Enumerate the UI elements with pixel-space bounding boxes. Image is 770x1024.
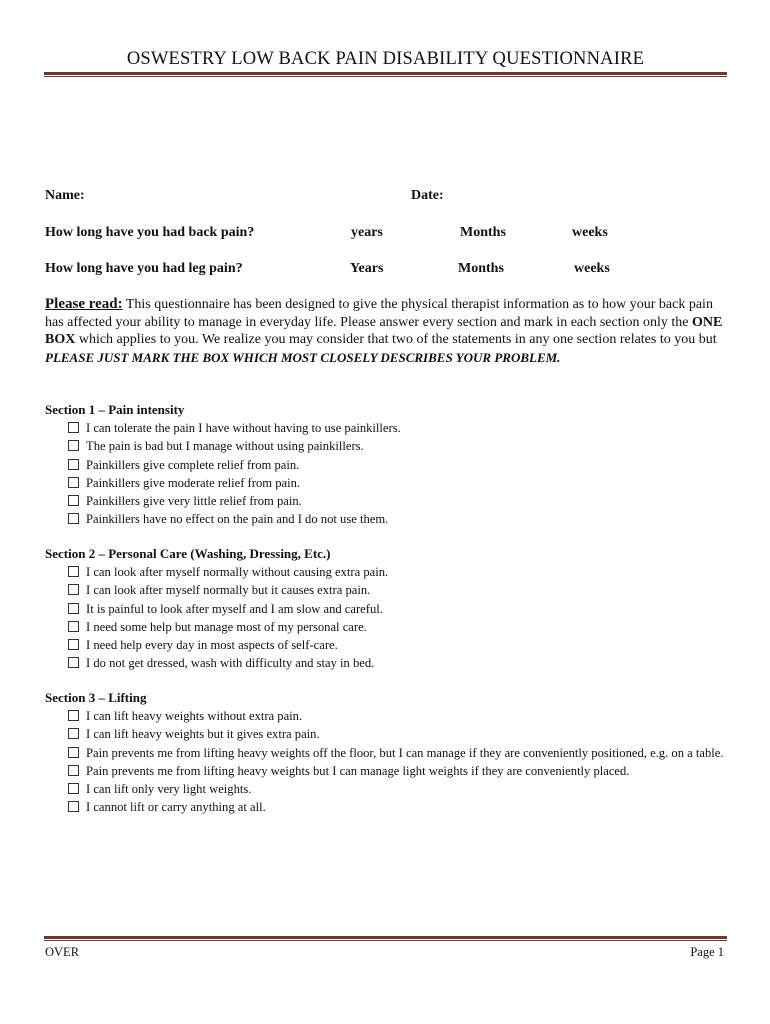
checkbox[interactable]: [68, 747, 79, 758]
list-item: [45, 798, 735, 816]
checkbox[interactable]: [68, 440, 79, 451]
date-label: Date:: [411, 188, 444, 203]
section-3-lifting: [45, 689, 735, 816]
checkbox[interactable]: [68, 639, 79, 650]
checkbox[interactable]: [68, 513, 79, 524]
list-item: [45, 563, 735, 581]
option-text: Painkillers give very little relief from pain.: [86, 494, 302, 509]
option-text: Painkillers have no effect on the pain and I do not use them.: [86, 512, 389, 527]
list-item: [45, 456, 735, 474]
option-text: Pain prevents me from lifting heavy weights off the floor, but I can manage if they are conveniently positioned, e.g. on a table.: [86, 745, 724, 760]
instructions-paragraph: [45, 296, 735, 367]
list-item: [45, 510, 735, 528]
list-item: [45, 762, 735, 780]
section-1-pain-intensity: [45, 401, 735, 528]
checkbox[interactable]: [68, 566, 79, 577]
checkbox[interactable]: [68, 710, 79, 721]
list-item: [45, 492, 735, 510]
list-item: [45, 707, 735, 725]
page-number: Page 1: [690, 945, 724, 959]
list-item: [45, 437, 735, 455]
leg-pain-months-label: Months: [458, 261, 504, 276]
instructions-text-2: which applies to you. We realize you may consider that two of the statements in any one section relates to you but: [75, 332, 717, 347]
header-divider: [44, 72, 727, 77]
back-pain-years-label: years: [351, 225, 383, 240]
section-heading: Section 3 – Lifting: [45, 690, 147, 705]
leg-pain-question: How long have you had leg pain?: [45, 261, 243, 276]
list-item: [45, 474, 735, 492]
checkbox[interactable]: [68, 765, 79, 776]
option-text: I need some help but manage most of my personal care.: [86, 619, 367, 634]
checkbox[interactable]: [68, 422, 79, 433]
please-read-label: Please read:: [45, 296, 123, 312]
option-text: It is painful to look after myself and I am slow and careful.: [86, 601, 383, 616]
checkbox[interactable]: [68, 603, 79, 614]
page-title: OSWESTRY LOW BACK PAIN DISABILITY QUESTIONNAIRE: [126, 49, 645, 69]
option-text: Painkillers give complete relief from pain.: [86, 457, 300, 472]
option-text: I need help every day in most aspects of self-care.: [86, 638, 338, 653]
list-item: [45, 618, 735, 636]
list-item: [45, 780, 735, 798]
leg-pain-weeks-label: weeks: [574, 261, 610, 276]
section-2-personal-care: [45, 545, 735, 672]
instructions-text-1: This questionnaire has been designed to give the physical therapist information as to how your back pain has affected your ability to manage in everyday life. Please answer every section and mark in each section only the: [45, 297, 713, 330]
list-item: [45, 600, 735, 618]
checkbox[interactable]: [68, 584, 79, 595]
checkbox[interactable]: [68, 495, 79, 506]
name-label: Name:: [45, 188, 85, 203]
list-item: [45, 636, 735, 654]
option-text: I can lift only very light weights.: [86, 782, 252, 797]
section-heading: Section 1 – Pain intensity: [45, 402, 185, 417]
option-text: I can look after myself normally but it causes extra pain.: [86, 583, 371, 598]
back-pain-question: How long have you had back pain?: [45, 225, 255, 240]
mark-box-emphasis: PLEASE JUST MARK THE BOX WHICH MOST CLOSELY DESCRIBES YOUR PROBLEM.: [45, 349, 561, 365]
list-item: [45, 725, 735, 743]
back-pain-months-label: Months: [460, 225, 506, 240]
leg-pain-years-label: Years: [350, 261, 384, 276]
checkbox[interactable]: [68, 459, 79, 470]
checkbox[interactable]: [68, 728, 79, 739]
checkbox[interactable]: [68, 801, 79, 812]
footer-over: OVER: [45, 945, 80, 959]
list-item: [45, 654, 735, 672]
option-text: The pain is bad but I manage without using painkillers.: [86, 439, 364, 454]
list-item: [45, 744, 735, 762]
checkbox[interactable]: [68, 477, 79, 488]
list-item: [45, 581, 735, 599]
option-text: Painkillers give moderate relief from pain.: [86, 475, 301, 490]
checkbox[interactable]: [68, 657, 79, 668]
option-text: Pain prevents me from lifting heavy weights but I can manage light weights if they are conveniently placed.: [86, 763, 630, 778]
section-heading: Section 2 – Personal Care (Washing, Dressing, Etc.): [45, 546, 331, 561]
checkbox[interactable]: [68, 621, 79, 632]
option-text: I do not get dressed, wash with difficulty and stay in bed.: [86, 656, 375, 671]
checkbox[interactable]: [68, 783, 79, 794]
one-box-emphasis: ONE BOX: [45, 314, 723, 347]
option-text: I cannot lift or carry anything at all.: [86, 800, 266, 815]
option-text: I can tolerate the pain I have without having to use painkillers.: [86, 421, 401, 436]
option-text: I can lift heavy weights but it gives extra pain.: [86, 727, 320, 742]
option-text: I can lift heavy weights without extra pain.: [86, 709, 303, 724]
footer-divider: [44, 936, 727, 941]
option-text: I can look after myself normally without causing extra pain.: [86, 565, 389, 580]
back-pain-weeks-label: weeks: [572, 225, 608, 240]
list-item: [45, 419, 735, 437]
